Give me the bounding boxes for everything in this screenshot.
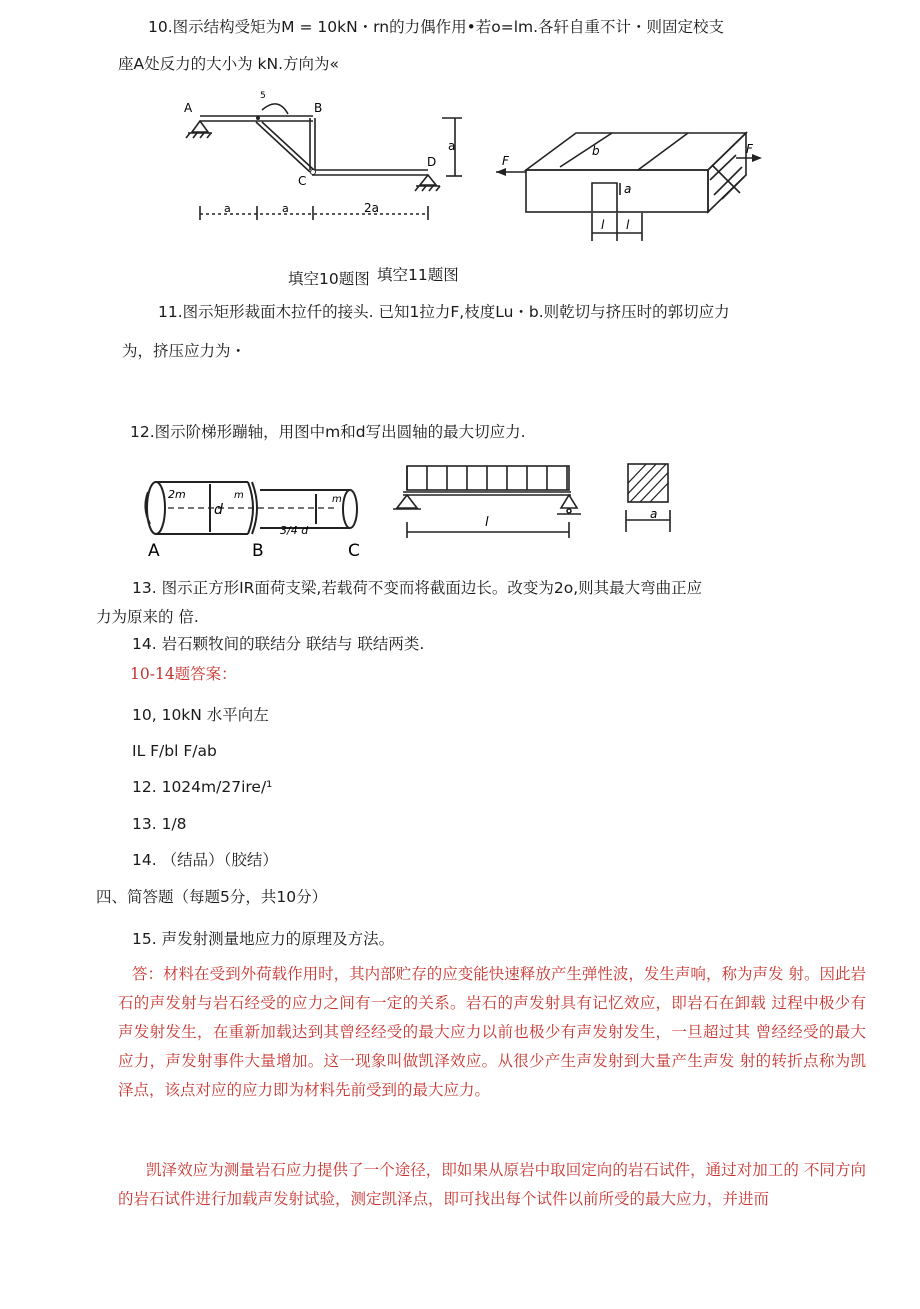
answer-14: 14. （结品）（胶结）: [132, 851, 278, 869]
fig12-label-a: A: [148, 541, 160, 561]
fig12-label-m2: m: [332, 494, 342, 505]
fig11-caption: 填空11题图: [377, 266, 459, 284]
fig10-height-label: a: [448, 139, 456, 153]
fig10-caption: 填空10题图: [288, 270, 370, 288]
fig12-label-d: d: [214, 502, 223, 518]
fig12-label-frac: 3/4 d: [280, 524, 309, 537]
q11-line1: 11.图示矩形裁面木拉仟的接头. 已知1拉力F,枝度Lu・b.则乾切与挤压时的郭切应力: [158, 303, 730, 321]
fig10-dim-1: a: [224, 202, 231, 215]
fig11-label-b: b: [592, 144, 600, 158]
q10-line1: 10.图示结构受矩为M = 10kN・rn的力偶作用•若o=lm.各轩自重不计・则固定校支: [148, 18, 725, 36]
answer-13: 13. 1/8: [132, 815, 187, 833]
figure-11: [496, 125, 766, 245]
q13-line2: 力为原来的 倍.: [96, 608, 199, 626]
fig10-label-a: A: [184, 101, 193, 115]
fig13-label-l: l: [485, 515, 489, 530]
figure-12-shaft: [128, 470, 378, 560]
q13-line1: 13. 图示正方形IR面荷支梁,若载荷不变而将截面边长。改变为2o,则其最大弯曲正应: [132, 579, 703, 597]
q11-line2: 为，挤压应力为・: [122, 342, 247, 360]
figure-10: [170, 88, 470, 238]
figure-13-beam: [385, 458, 595, 558]
fig10-moment-label: 5: [260, 91, 266, 101]
q15-answer-p2: 凯泽效应为测量岩石应力提供了一个途径，即如果从原岩中取回定向的岩石试件，通过对加工的 不同方向的岩石试件进行加载声发射试验，测定凯泽点，即可找出每个试件以前所受的最大应力，并进而: [118, 1161, 866, 1208]
q12-line1: 12.图示阶梯形蹦轴，用图中m和d写出圆轴的最大切应力.: [130, 423, 526, 441]
fig10-label-b: B: [314, 101, 323, 115]
section-4-title: 四、简答题（每题5分，共10分）: [96, 888, 328, 906]
fig12-label-2m: 2m: [168, 488, 186, 501]
fig11-label-a: a: [624, 182, 632, 196]
answers-heading: 10-14题答案：: [130, 665, 237, 683]
fig12-label-c: C: [348, 541, 360, 561]
q10-line2: 座A处反力的大小为 kN.方向为«: [118, 55, 340, 73]
fig12-label-m1: m: [234, 490, 244, 501]
fig10-label-d: D: [427, 155, 437, 169]
fig11-label-f-left: F: [502, 154, 509, 168]
answer-10: 10, 10kN 水平向左: [132, 706, 269, 724]
answer-11: IL F/bl F/ab: [132, 742, 217, 760]
q14-line1: 14. 岩石颗牧间的联结分 联结与 联结两类.: [132, 635, 425, 653]
fig10-label-c: C: [298, 174, 307, 188]
fig10-dim-2: a: [282, 202, 289, 215]
fig13-label-a: a: [650, 507, 658, 521]
fig11-label-l2: l: [626, 218, 630, 232]
fig10-dim-3: 2a: [364, 201, 379, 215]
fig12-label-b: B: [252, 541, 264, 561]
figure-13-section: [620, 460, 680, 535]
answer-12: 12. 1024m/27ire/¹: [132, 778, 273, 796]
q15-question: 15. 声发射测量地应力的原理及方法。: [132, 930, 395, 948]
q15-answer-p1: 答：材料在受到外荷载作用时，其内部贮存的应变能快速释放产生弹性波，发生声响，称为声发 射。因此岩石的声发射与岩石经受的应力之间有一定的关系。岩石的声发射具有记忆效应，即岩石在卸载 过程中极少有声发射发生，在重新加载达到其曾经经受的最大应力以前也极少有声发射发生，一旦超过其 曾经经受的最大应力，声发射事件大量增加。这一现象叫做凯泽效应。从很少产生声发射到大量产生声发 射的转折点称为凯泽点，该点对应的应力即为材料先前受到的最大应力。: [118, 965, 866, 1099]
fig11-label-l1: l: [601, 218, 605, 232]
fig11-label-f-right: F: [746, 142, 753, 156]
